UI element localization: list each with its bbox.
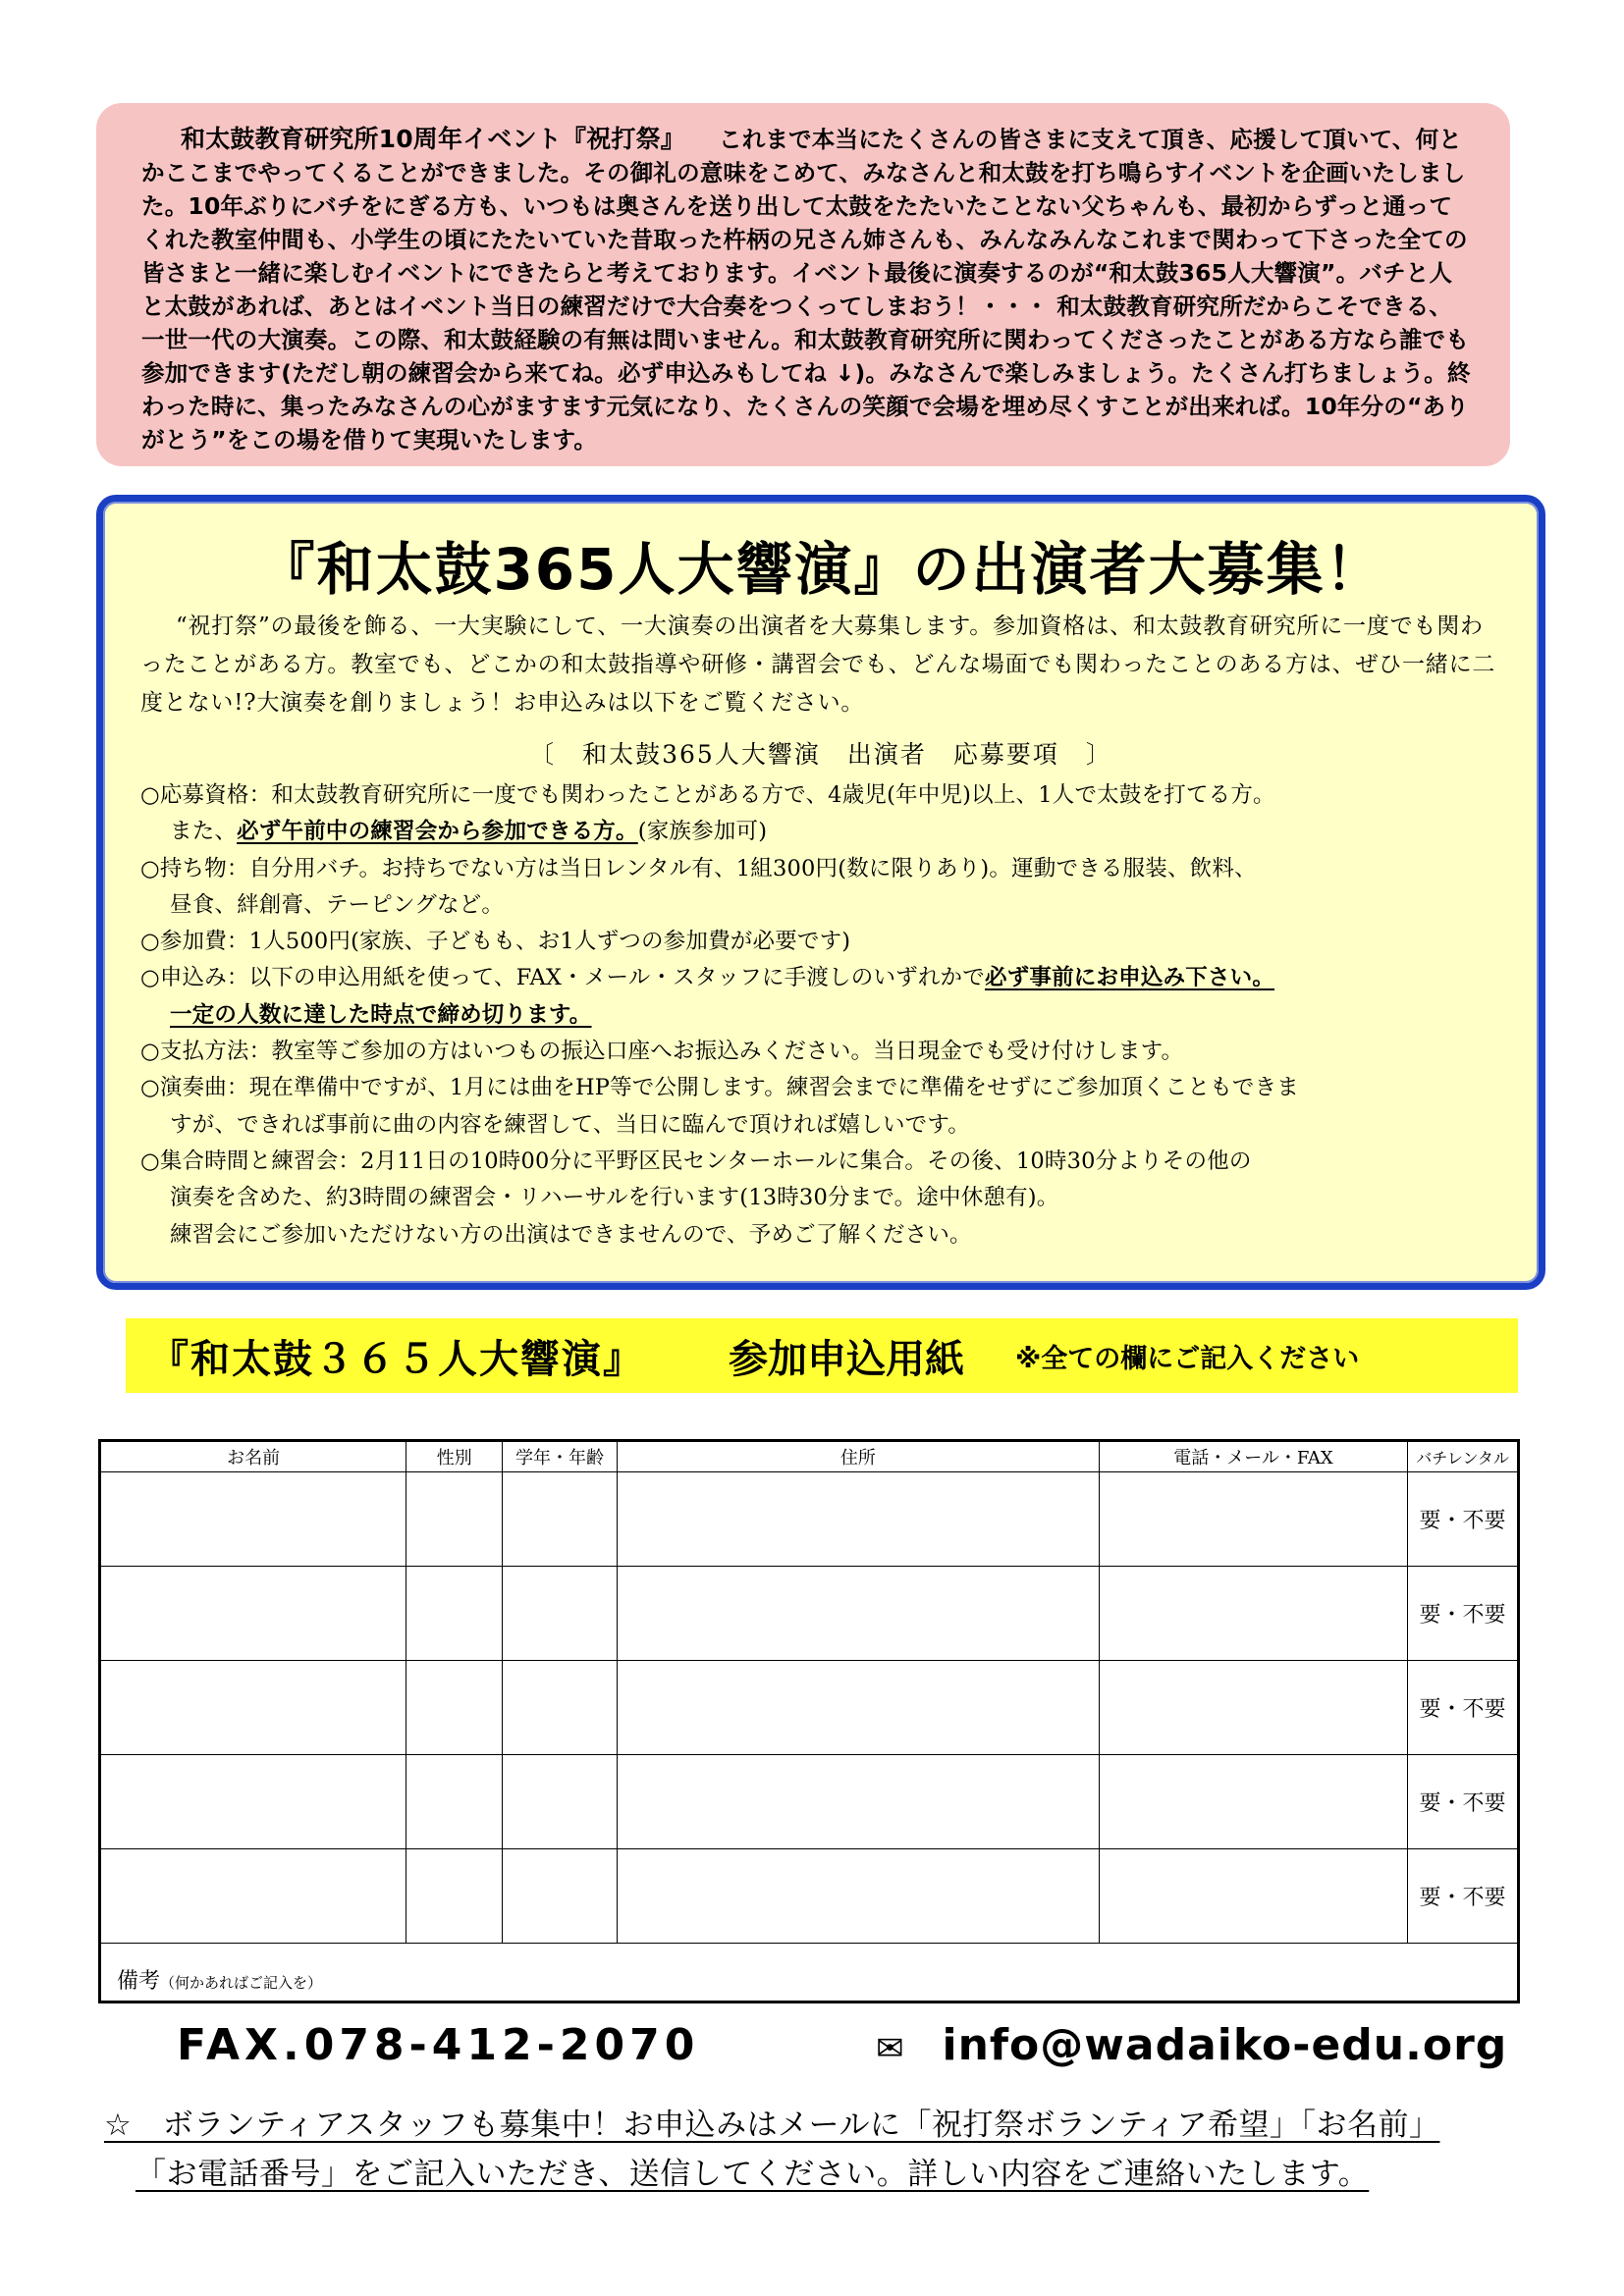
- grade-age-cell[interactable]: [503, 1755, 618, 1849]
- rental-choice[interactable]: 要・不要: [1408, 1849, 1519, 1944]
- grade-age-cell[interactable]: [503, 1849, 618, 1944]
- contact-cell[interactable]: [1099, 1849, 1407, 1944]
- table-row: [100, 1472, 1519, 1567]
- fee-line: ○参加費：1人500円(家族、子どもも、お1人ずつの参加費が必要です): [140, 929, 851, 955]
- gender-cell[interactable]: [406, 1472, 503, 1567]
- form-title-bar: [126, 1318, 1518, 1393]
- email-contact: [876, 2020, 1507, 2070]
- name-cell[interactable]: [100, 1567, 406, 1661]
- meet-line-2: 演奏を含めた、約3時間の練習会・リハーサルを行います(13時30分まで。途中休憩有)。: [170, 1185, 1059, 1211]
- rental-choice[interactable]: 要・不要: [1408, 1755, 1519, 1849]
- form-note: ※全ての欄にご記入ください: [1015, 1343, 1360, 1374]
- name-cell[interactable]: [100, 1472, 406, 1567]
- rental-choice[interactable]: 要・不要: [1408, 1661, 1519, 1755]
- contact-cell[interactable]: [1099, 1472, 1407, 1567]
- gender-cell[interactable]: [406, 1849, 503, 1944]
- apply-line-1: [140, 960, 1515, 996]
- qual-family: (家族参加可): [637, 819, 768, 845]
- address-cell[interactable]: [617, 1849, 1099, 1944]
- gender-cell[interactable]: [406, 1755, 503, 1849]
- address-cell[interactable]: [617, 1755, 1099, 1849]
- envelope-icon: ✉: [876, 2029, 905, 2068]
- form-subtitle: 参加申込用紙: [729, 1336, 964, 1382]
- recruit-box: [96, 495, 1545, 1290]
- apply-line-2: [140, 997, 1515, 1034]
- table-row: [100, 1849, 1519, 1944]
- grade-age-cell[interactable]: [503, 1661, 618, 1755]
- grade-age-cell[interactable]: [503, 1567, 618, 1661]
- recruit-subtitle: 〔 和太鼓365人大響演 出演者 応募要項 〕: [529, 740, 1112, 769]
- header-address: 住所: [617, 1441, 1099, 1472]
- header-bachi-rental: バチレンタル: [1408, 1441, 1519, 1472]
- qual-line-1: ○応募資格：和太鼓教育研究所に一度でも関わったことがある方で、4歳児(年中児)以上、1人で太鼓を打てる方。: [140, 782, 1275, 808]
- contact-cell[interactable]: [1099, 1661, 1407, 1755]
- table-row: [100, 1567, 1519, 1661]
- items-line-2: 昼食、絆創膏、テーピングなど。: [170, 891, 505, 918]
- table-header-row: [100, 1441, 1519, 1472]
- address-cell[interactable]: [617, 1661, 1099, 1755]
- header-grade-age: 学年・年齢: [503, 1441, 618, 1472]
- intro-lead: 和太鼓教育研究所10周年イベント『祝打祭』: [181, 125, 685, 153]
- email-address[interactable]: info@wadaiko-edu.org: [942, 2020, 1508, 2070]
- header-contact: 電話・メール・FAX: [1099, 1441, 1407, 1472]
- remarks-label: 備考: [117, 1969, 161, 1994]
- payment-line: ○支払方法：教室等ご参加の方はいつもの振込口座へお振込みください。当日現金でも受け付けします。: [140, 1039, 1184, 1065]
- name-cell[interactable]: [100, 1661, 406, 1755]
- intro-box: [96, 103, 1510, 466]
- apply-text: ○申込み：以下の申込用紙を使って、FAX・メール・スタッフに手渡しのいずれかで: [140, 965, 985, 991]
- apply-deadline-note: 必ず事前にお申込み下さい。: [984, 965, 1275, 991]
- table-row: [100, 1755, 1519, 1849]
- apply-cutoff-note: 一定の人数に達した時点で締め切ります。: [170, 1001, 592, 1028]
- header-gender: 性別: [406, 1441, 503, 1472]
- requirements-list: [140, 777, 1515, 1254]
- qual-also: また、: [170, 819, 238, 845]
- intro-body: これまで本当にたくさんの皆さまに支えて頂き、応援して頂いて、何とかここまでやってくることができました。その御礼の意味をこめて、みなさんと和太鼓を打ち鳴らすイベントを企画いたしました。10年ぶりにバチをにぎる方も、いつもは奥さんを送り出して太鼓をたたいたことない父ちゃんも、最初からずっと通ってくれた教室仲間も、小学生の頃にたたいていた昔取った杵柄の兄さん姉さんも、みんなみんなこれまで関わって下さった全ての皆さまと一緒に楽しむイベントにできたらと考えております。イベント最後に演奏するのが“和太鼓365人大響演”。バチと人と太鼓があれば、あとはイベント当日の練習だけで大合奏をつくってしまおう！・・・ 和太鼓教育研究所だからこそできる、一世一代の大演奏。この際、和太鼓経験の有無は問いません。和太鼓教育研究所に関わってくださったことがある方なら誰でも参加できます(ただし朝の練習会から来てね。必ず申込みもしてね ↓)。みなさんで楽しみましょう。たくさん打ちましょう。終わった時に、集ったみなさんの心がますます元気になり、たくさんの笑顔で会場を埋め尽くすことが出来れば。10年分の“ありがとう”をこの場を借りて実現いたします。: [141, 126, 1471, 454]
- recruit-title: 『和太鼓365人大響演』の出演者大募集！: [257, 536, 1384, 603]
- recruit-intro: “祝打祭”の最後を飾る、一大実験にして、一大演奏の出演者を大募集します。参加資格は、和太鼓教育研究所に一度でも関わったことがある方。教室でも、どこかの和太鼓指導や研修・講習会でも、どんな場面でも関わったことのある方は、ぜひ一緒に二度とない!?大演奏を創りましょう！お申込みは以下をご覧ください。: [140, 614, 1496, 716]
- address-cell[interactable]: [617, 1472, 1099, 1567]
- contact-cell[interactable]: [1099, 1755, 1407, 1849]
- music-line-1: ○演奏曲：現在準備中ですが、1月には曲をHP等で公開します。練習会までに準備をせずにご参加頂くこともできま: [140, 1075, 1300, 1101]
- contact-cell[interactable]: [1099, 1567, 1407, 1661]
- gender-cell[interactable]: [406, 1567, 503, 1661]
- music-line-2: すが、できれば事前に曲の内容を練習して、当日に臨んで頂ければ嬉しいです。: [170, 1111, 970, 1138]
- meet-line-1: ○集合時間と練習会：2月11日の10時00分に平野区民センターホールに集合。その後、10時30分よりその他の: [140, 1148, 1252, 1174]
- name-cell[interactable]: [100, 1755, 406, 1849]
- remarks-hint: （何かあればご記入を）: [160, 1974, 323, 1992]
- items-line-1: ○持ち物：自分用バチ。お持ちでない方は当日レンタル有、1組300円(数に限りあり)。運動できる服装、飲料、: [140, 855, 1257, 881]
- volunteer-notice: [104, 2101, 1557, 2199]
- rental-choice[interactable]: 要・不要: [1408, 1567, 1519, 1661]
- remarks-cell[interactable]: [100, 1944, 1519, 2002]
- meet-line-3: 練習会にご参加いただけない方の出演はできませんので、予めご了解ください。: [170, 1221, 972, 1248]
- header-name: お名前: [100, 1441, 406, 1472]
- remarks-row: [100, 1944, 1519, 2002]
- address-cell[interactable]: [617, 1567, 1099, 1661]
- form-title: 『和太鼓３６５人大響演』: [149, 1336, 644, 1382]
- volunteer-line-1: ☆ ボランティアスタッフも募集中！お申込みはメールに「祝打祭ボランティア希望」「お名前」: [104, 2108, 1440, 2143]
- name-cell[interactable]: [100, 1849, 406, 1944]
- table-row: [100, 1661, 1519, 1755]
- volunteer-line-2: 「お電話番号」をご記入いただき、送信してください。詳しい内容をご連絡いたします。: [135, 2157, 1370, 2192]
- application-form-table: [98, 1439, 1520, 2003]
- grade-age-cell[interactable]: [503, 1472, 618, 1567]
- gender-cell[interactable]: [406, 1661, 503, 1755]
- fax-number: FAX.078-412-2070: [177, 2020, 700, 2070]
- rental-choice[interactable]: 要・不要: [1408, 1472, 1519, 1567]
- qual-morning-note: 必ず午前中の練習会から参加できる方。: [237, 819, 638, 845]
- qual-line-2: [140, 814, 1515, 850]
